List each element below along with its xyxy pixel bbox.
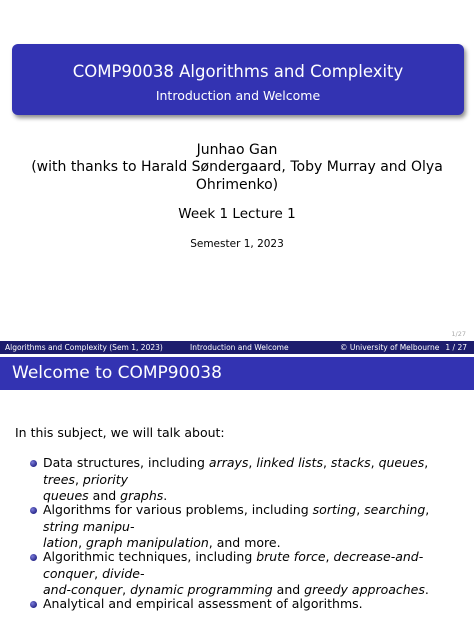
topic-text-line: lation, graph manipulation, and more. bbox=[43, 535, 281, 550]
bullet-icon bbox=[30, 507, 37, 514]
slide-subtitle: Introduction and Welcome bbox=[155, 88, 321, 103]
acknowledgement-line-2: Ohrimenko) bbox=[195, 177, 279, 193]
footer-course: Algorithms and Complexity (Sem 1, 2023) bbox=[5, 343, 163, 352]
title-banner bbox=[12, 44, 464, 115]
topic-text bbox=[43, 596, 463, 613]
lecture-label: Week 1 Lecture 1 bbox=[178, 206, 296, 222]
content-slide-header bbox=[0, 357, 474, 390]
topic-text-line: Algorithmic techniques, including brute force, decrease-and-conquer, divide- bbox=[43, 549, 424, 581]
topic-text-line: and-conquer, dynamic programming and greedy approaches. bbox=[43, 582, 429, 597]
footer-copyright: © University of Melbourne bbox=[340, 343, 440, 352]
author-name: Junhao Gan bbox=[196, 142, 278, 158]
bullet-icon bbox=[30, 601, 37, 608]
faint-page-number: 1/27 bbox=[451, 330, 466, 338]
bullet-icon bbox=[30, 460, 37, 467]
topic-text bbox=[43, 549, 463, 599]
footer-topic: Introduction and Welcome bbox=[190, 343, 289, 352]
footer-page-number: 1 / 27 bbox=[445, 343, 467, 352]
slide-title: COMP90038 Algorithms and Complexity bbox=[72, 62, 404, 81]
topic-text-line: Algorithms for various problems, including sorting, searching, string manipu- bbox=[43, 502, 430, 534]
topic-text bbox=[43, 502, 463, 552]
topic-text-line: queues and graphs. bbox=[43, 488, 168, 503]
slide-footer bbox=[0, 341, 474, 354]
topic-text-line: Data structures, including arrays, linked lists, stacks, queues, trees, priority bbox=[43, 455, 429, 487]
intro-text: In this subject, we will talk about: bbox=[15, 425, 225, 440]
semester-label: Semester 1, 2023 bbox=[190, 238, 284, 250]
content-slide-title: Welcome to COMP90038 bbox=[12, 363, 222, 383]
topic-text-line: Analytical and empirical assessment of algorithms. bbox=[43, 596, 363, 611]
topic-text bbox=[43, 455, 463, 505]
acknowledgement-line-1: (with thanks to Harald Søndergaard, Toby Murray and Olya bbox=[31, 159, 443, 175]
bullet-icon bbox=[30, 554, 37, 561]
